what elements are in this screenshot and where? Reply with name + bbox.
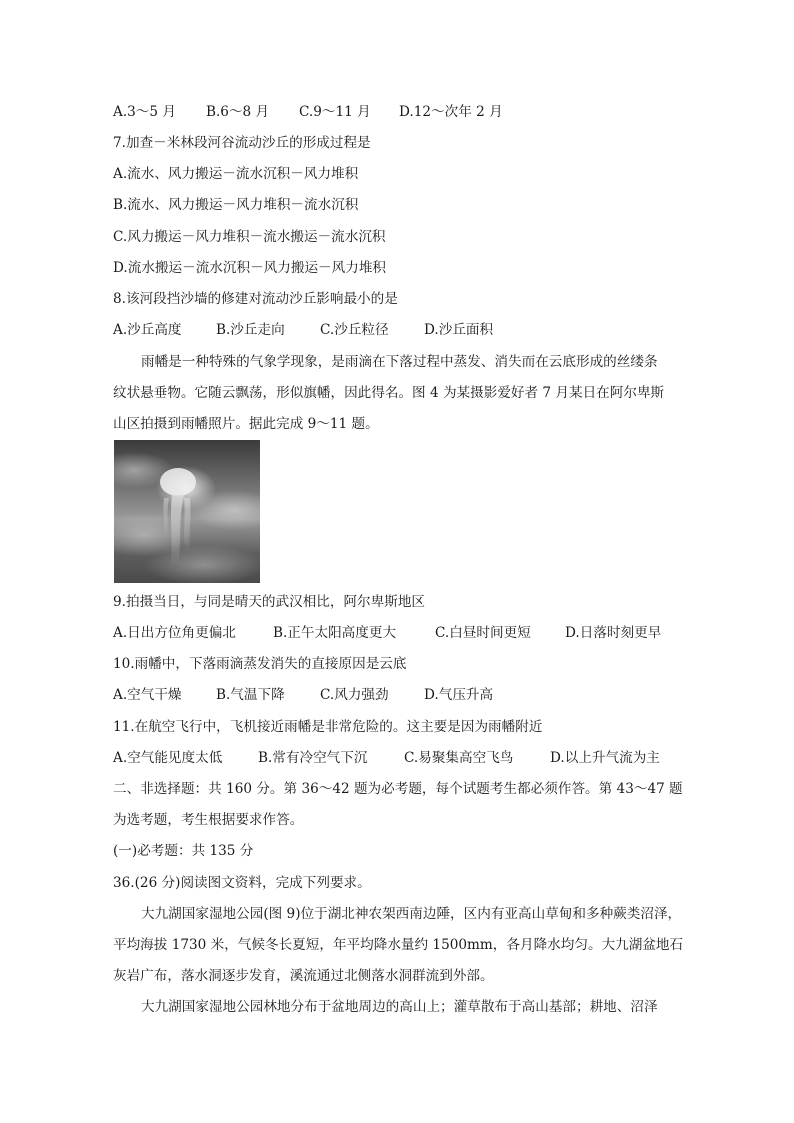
question-stem: 8.该河段挡沙墙的修建对流动沙丘影响最小的是 [113,291,398,307]
option: A.沙丘高度 [113,322,182,338]
option: C.9～11 月 [299,104,371,120]
passage-line: 纹状悬垂物。它随云飘荡，形似旗幡，因此得名。图 4 为某摄影爱好者 7 月某日在阿尔卑斯 [113,385,665,401]
section-heading-cont: 为选考题，考生根据要求作答。 [113,812,304,828]
passage-line: 灰岩广布，落水洞逐步发育，溪流通过北侧落水洞群流到外部。 [113,968,494,984]
option: B.常有冷空气下沉 [258,750,368,766]
passage-line: 平均海拔 1730 米，气候冬长夏短，年平均降水量约 1500mm，各月降水均匀。大九湖盆地石 [113,937,684,953]
passage-line: 大九湖国家湿地公园林地分布于盆地周边的高山上；灌草散布于高山基部；耕地、沼泽 [141,999,658,1015]
passage-line: 雨幡是一种特殊的气象学现象，是雨滴在下落过程中蒸发、消失而在云底形成的丝缕条 [141,354,658,370]
question-stem: 11.在航空飞行中，飞机接近雨幡是非常危险的。这主要是因为雨幡附近 [113,719,543,735]
option: D.12～次年 2 月 [399,104,503,120]
q6-options [113,102,503,122]
option: C.易聚集高空飞鸟 [404,750,514,766]
option: A.日出方位角更偏北 [113,625,236,641]
q9-options [113,623,661,643]
option: D.流水搬运－流水沉积－风力搬运－风力堆积 [113,260,387,276]
q8-options [113,320,493,340]
option: D.气压升高 [424,687,494,703]
rain-virga-photo [114,440,260,583]
question-stem: 10.雨幡中，下落雨滴蒸发消失的直接原因是云底 [113,656,407,672]
subsection-heading: (一)必考题：共 135 分 [113,843,254,859]
option: D.日落时刻更早 [565,625,662,641]
option: A.3～5 月 [113,104,176,120]
option: B.气温下降 [216,687,285,703]
option: D.沙丘面积 [424,322,494,338]
question-stem: 9.拍摄当日，与同是晴天的武汉相比，阿尔卑斯地区 [113,594,426,610]
option: A.空气干燥 [113,687,182,703]
q10-options [113,685,493,705]
option: B.6～8 月 [206,104,270,120]
cloud-photo-illustration [114,440,260,583]
passage-line: 大九湖国家湿地公园(图 9)位于湖北神农架西南边陲，区内有亚高山草甸和多种蕨类沼泽， [141,906,682,922]
option: B.流水、风力搬运－风力堆积－流水沉积 [113,197,359,213]
option: C.风力强劲 [320,687,389,703]
option: C.风力搬运－风力堆积－流水搬运－流水沉积 [113,229,386,245]
option: B.沙丘走向 [216,322,285,338]
option: D.以上升气流为主 [550,750,660,766]
option: C.沙丘粒径 [320,322,389,338]
passage-line: 山区拍摄到雨幡照片。据此完成 9～11 题。 [113,416,379,432]
section-heading: 二、非选择题：共 160 分。第 36～42 题为必考题，每个试题考生都必须作答。第 43～47 题 [113,781,683,797]
q11-options [113,748,660,768]
option: B.正午太阳高度更大 [273,625,397,641]
option: A.流水、风力搬运－流水沉积－风力堆积 [113,166,359,182]
option: A.空气能见度太低 [113,750,223,766]
option: C.白昼时间更短 [435,625,531,641]
question-stem: 7.加查－米林段河谷流动沙丘的形成过程是 [113,135,371,151]
question-stem: 36.(26 分)阅读图文资料，完成下列要求。 [113,875,371,891]
